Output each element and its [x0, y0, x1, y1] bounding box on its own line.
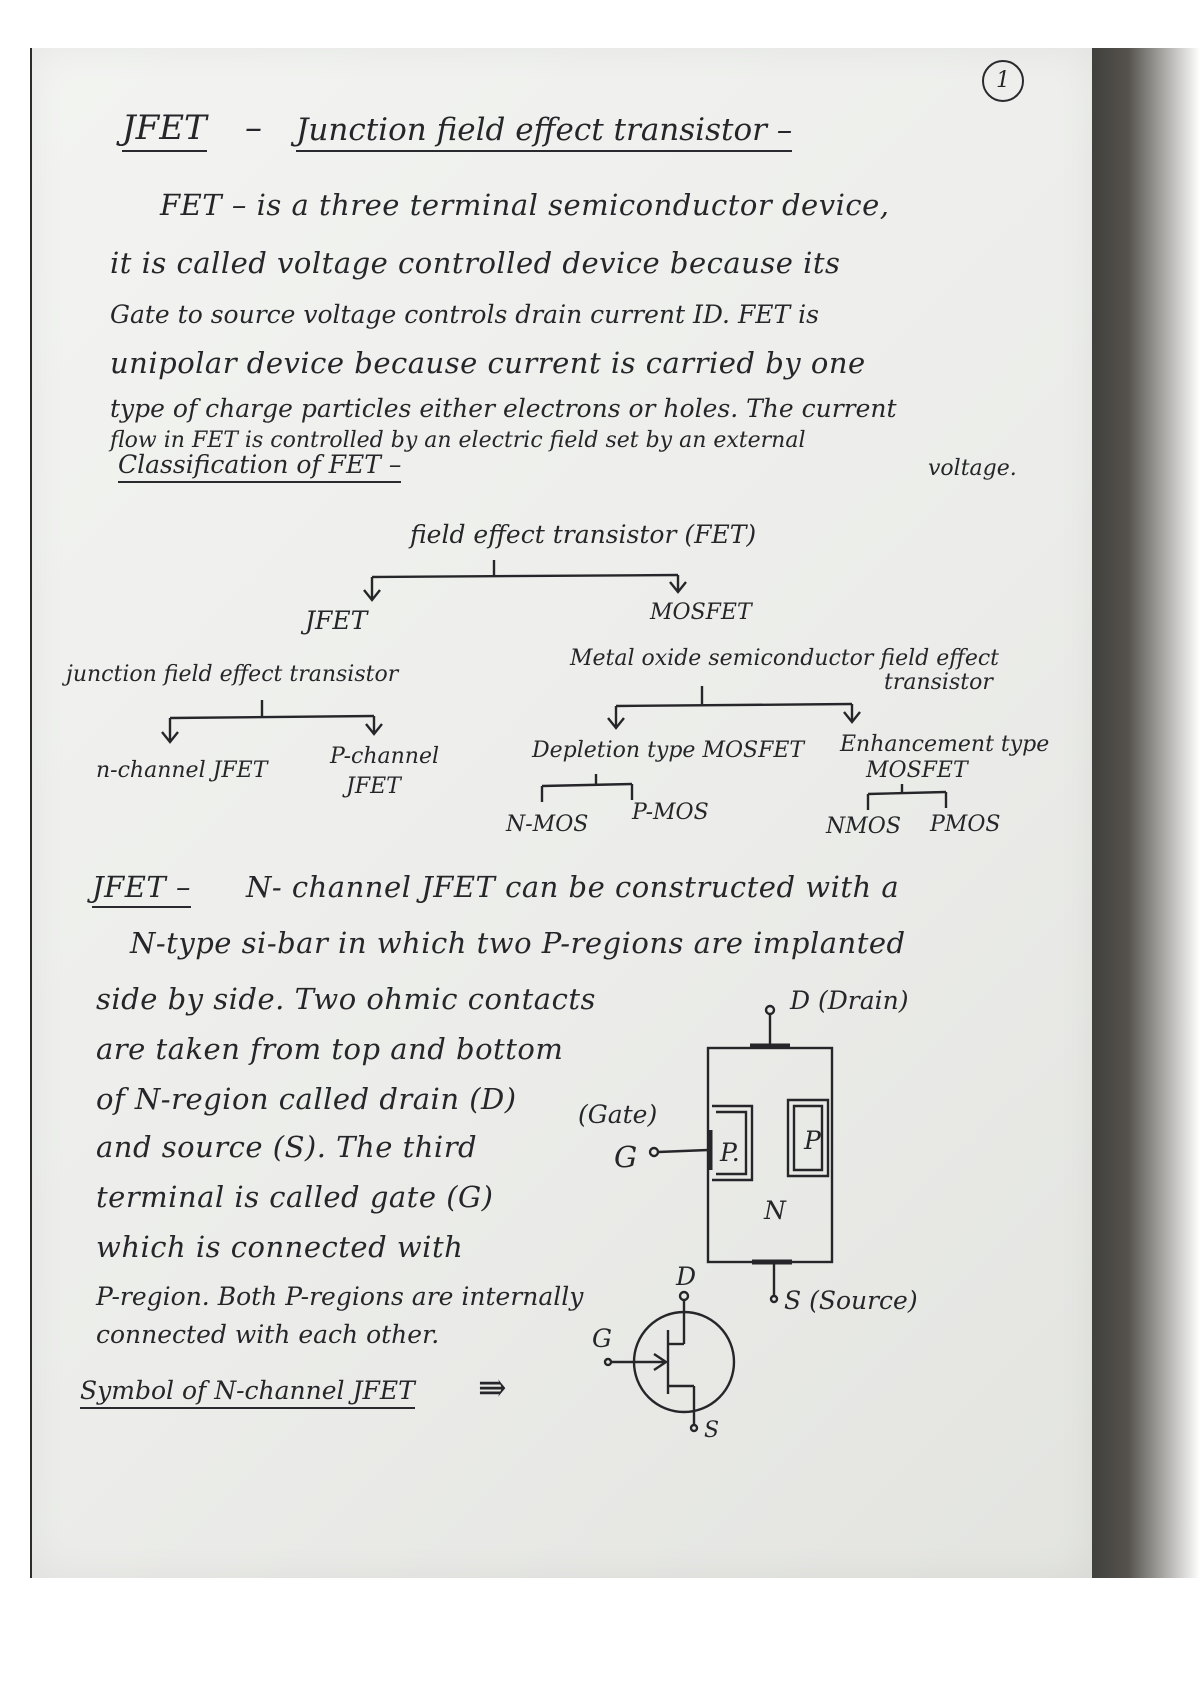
jfet-line-2: N-type si-bar in which two P-regions are implanted — [130, 926, 906, 960]
classification-heading: Classification of FET – — [118, 450, 401, 483]
tree-pmos: PMOS — [930, 812, 1001, 837]
tree-mosfet: MOSFET — [650, 600, 752, 625]
tree-n-mos: N-MOS — [506, 812, 589, 837]
page-title: Junction field effect transistor – — [296, 112, 792, 152]
intro-line-3: Gate to source voltage controls drain current ID. FET is — [110, 300, 819, 329]
intro-line-1: FET – is a three terminal semiconductor device, — [160, 188, 890, 222]
title-dash: – — [245, 108, 262, 148]
tree-jfet: JFET — [305, 606, 368, 635]
tree-n-channel-jfet: n-channel JFET — [96, 758, 268, 783]
intro-trailing-word: voltage. — [928, 456, 1017, 481]
tree-p-channel: P-channel — [330, 744, 440, 769]
tree-enhancement-2: MOSFET — [866, 758, 968, 783]
tree-p-channel-jfet: JFET — [346, 774, 401, 799]
jfet-line-1: N- channel JFET can be constructed with a — [246, 870, 900, 904]
intro-line-4: unipolar device because current is carried by one — [110, 346, 866, 380]
jfet-line-10: connected with each other. — [96, 1320, 440, 1349]
tree-jfet-full: junction field effect transistor — [66, 662, 399, 687]
symbol-arrow: ⇛ — [478, 1368, 507, 1408]
gate-name-label: (Gate) — [578, 1100, 658, 1129]
jfet-line-4: are taken from top and bottom — [96, 1032, 564, 1066]
tree-mosfet-full-2: transistor — [884, 670, 993, 695]
drain-label: D (Drain) — [790, 986, 909, 1015]
symbol-d-label: D — [676, 1262, 697, 1291]
tree-depletion-mosfet: Depletion type MOSFET — [532, 738, 805, 763]
intro-line-5: type of charge particles either electrons or holes. The current — [110, 394, 897, 423]
jfet-line-8: which is connected with — [96, 1230, 464, 1264]
jfet-line-9: P-region. Both P-regions are internally — [96, 1282, 584, 1311]
tree-enhancement-1: Enhancement type — [840, 732, 1050, 757]
tree-p-mos: P-MOS — [632, 800, 709, 825]
title-abbrev: JFET — [122, 108, 207, 152]
tree-mosfet-full-1: Metal oxide semiconductor field effect — [570, 646, 1000, 671]
jfet-line-6: and source (S). The third — [96, 1130, 478, 1164]
p-region-right-label: P — [804, 1126, 821, 1155]
table-edge-right — [1080, 48, 1200, 1578]
symbol-g-label: G — [592, 1324, 612, 1353]
source-label: S (Source) — [784, 1286, 918, 1315]
jfet-line-3: side by side. Two ohmic contacts — [96, 982, 596, 1016]
tree-nmos: NMOS — [826, 814, 901, 839]
tree-root: field effect transistor (FET) — [410, 520, 757, 549]
symbol-caption: Symbol of N-channel JFET — [80, 1376, 415, 1409]
p-region-left-label: P. — [720, 1138, 740, 1167]
intro-line-2: it is called voltage controlled device because its — [110, 246, 841, 280]
jfet-line-5: of N-region called drain (D) — [96, 1082, 517, 1116]
jfet-line-7: terminal is called gate (G) — [96, 1180, 494, 1214]
page-number: 1 — [982, 60, 1024, 102]
n-region-label: N — [764, 1196, 786, 1225]
jfet-heading: JFET – — [92, 870, 191, 908]
intro-line-6: flow in FET is controlled by an electric field set by an external — [110, 428, 806, 453]
gate-label: G — [614, 1140, 638, 1174]
symbol-s-label: S — [704, 1418, 720, 1443]
